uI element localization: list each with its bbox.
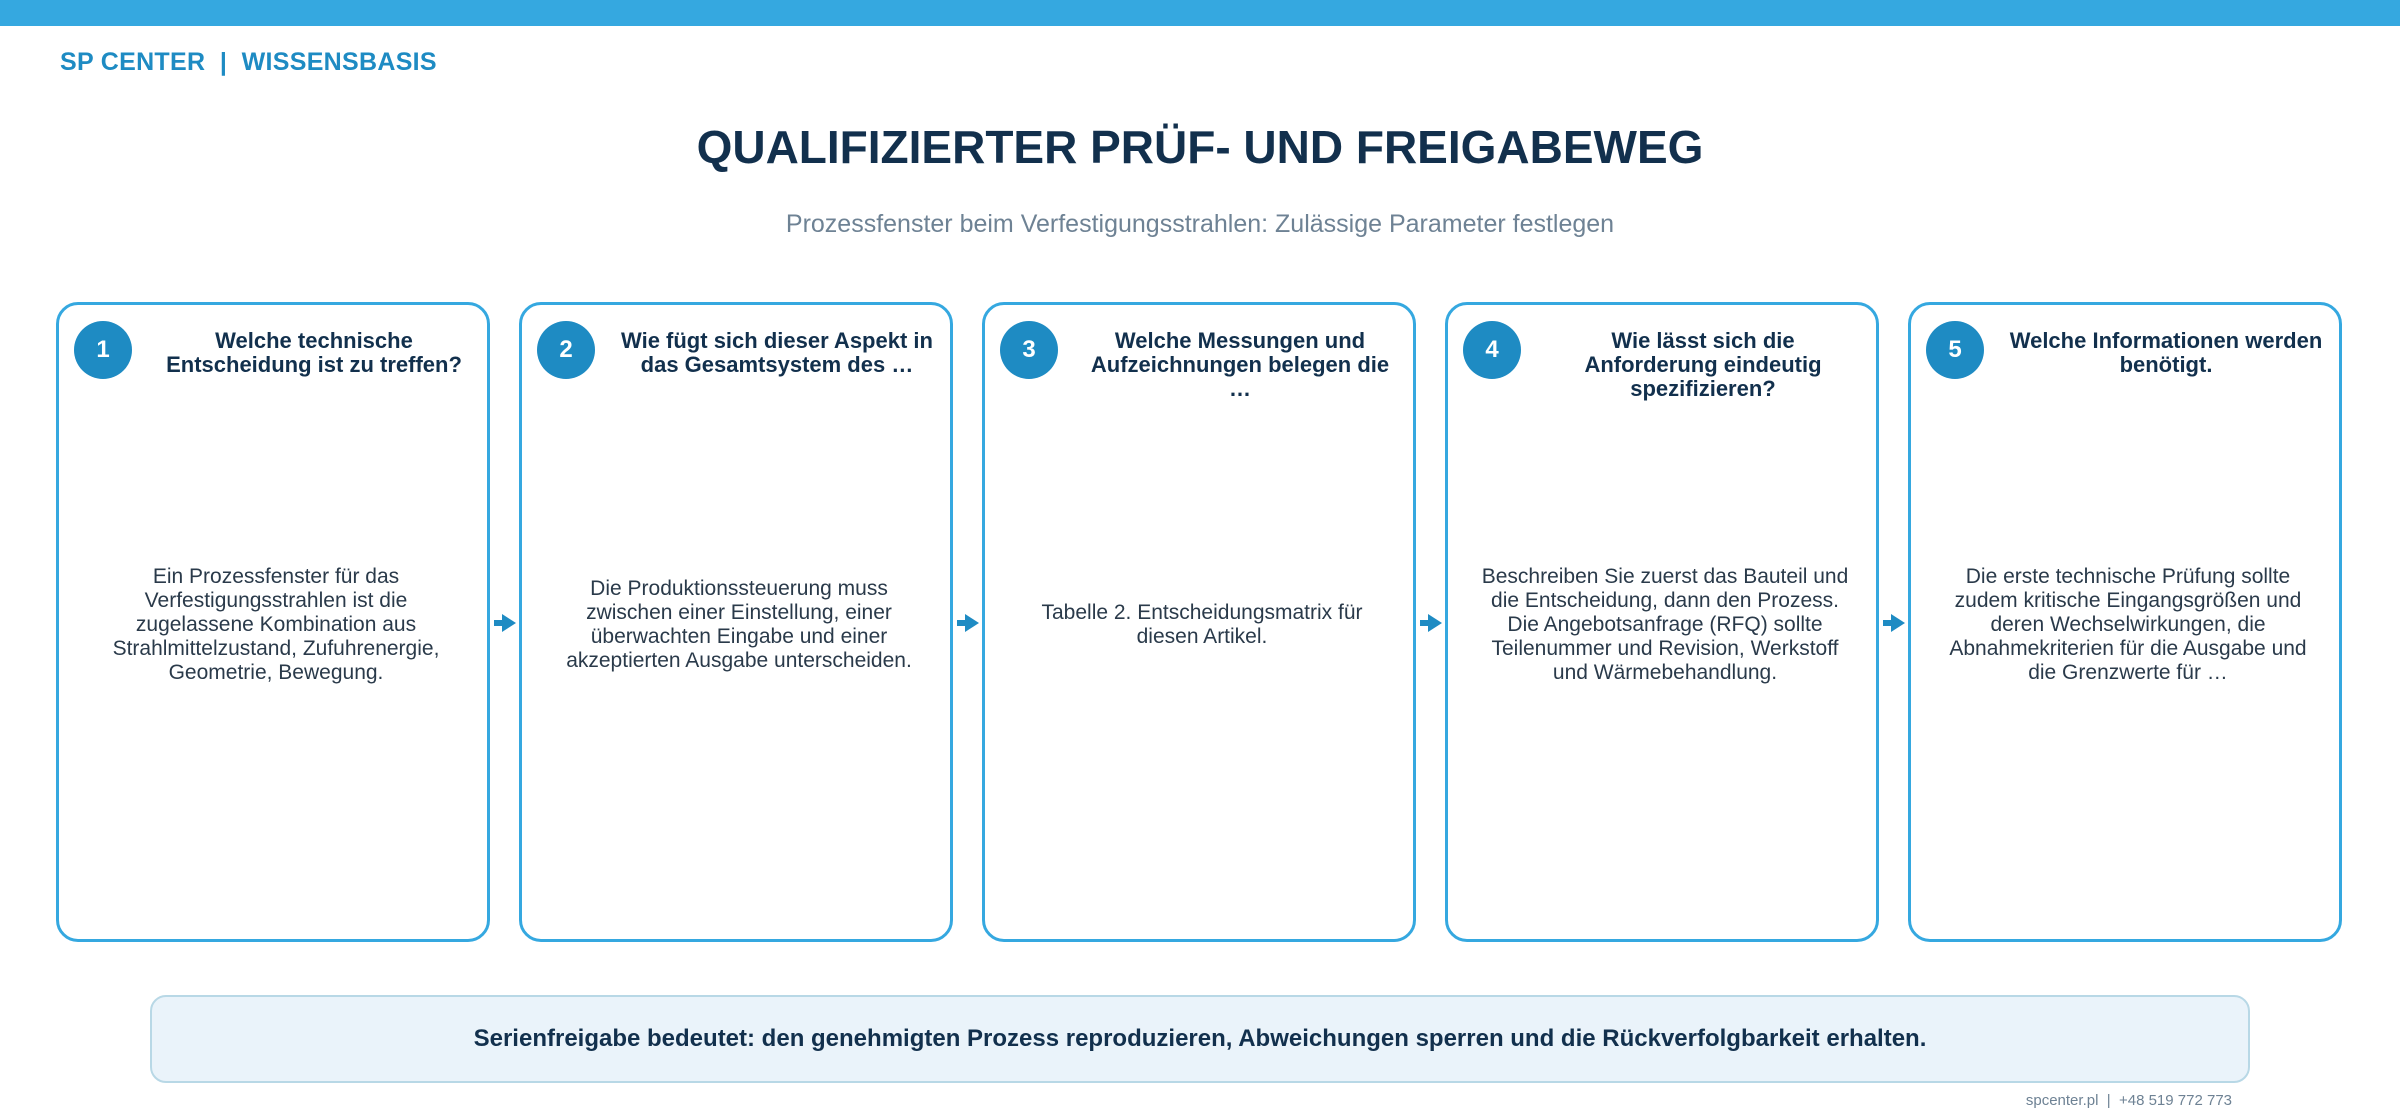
step-number-badge: 2 xyxy=(537,321,595,379)
step-card-1 xyxy=(56,302,490,942)
step-title: Wie lässt sich die Anforderung eindeutig spezifizieren? xyxy=(1584,328,1822,401)
step-body: Tabelle 2. Entscheidungsmatrix für diesen Artikel. xyxy=(1041,601,1363,648)
brand-header: SP CENTER | WISSENSBASIS xyxy=(60,48,437,76)
arrow-right-icon xyxy=(494,612,516,634)
arrow-right-icon xyxy=(957,612,979,634)
step-body: Die Produktionssteuerung muss zwischen einer Einstellung, einer überwachten Eingabe und einer akzeptierten Ausgabe unterscheiden. xyxy=(566,577,912,672)
step-title: Welche Informationen werden benötigt. xyxy=(2009,328,2323,377)
step-body: Die erste technische Prüfung sollte zudem kritische Eingangsgrößen und deren Wechselwirkungen, die Abnahmekriterien für die Ausgabe und die Grenzwerte für … xyxy=(1949,565,2307,684)
step-number-badge: 3 xyxy=(1000,321,1058,379)
step-number-badge: 4 xyxy=(1463,321,1521,379)
page-subtitle: Prozessfenster beim Verfestigungsstrahlen: Zulässige Parameter festlegen xyxy=(785,210,1615,238)
step-body: Beschreiben Sie zuerst das Bauteil und die Entscheidung, dann den Prozess. Die Angebotsanfrage (RFQ) sollte Teilenummer und Revision, Werkstoff und Wärmebehandlung. xyxy=(1481,565,1849,684)
step-card-3 xyxy=(982,302,1416,942)
footer-statement: Serienfreigabe bedeutet: den genehmigten Prozess reproduzieren, Abweichungen sperren und die Rückverfolgbarkeit erhalten. xyxy=(473,1025,1927,1052)
page-title: QUALIFIZIERTER PRÜF- UND FREIGABEWEG xyxy=(696,121,1704,173)
step-body: Ein Prozessfenster für das Verfestigungsstrahlen ist die zugelassene Kombination aus Strahlmittelzustand, Zufuhrenergie, Geometrie, Bewegung. xyxy=(112,565,440,684)
arrow-right-icon xyxy=(1420,612,1442,634)
contact-info: spcenter.pl | +48 519 772 773 xyxy=(2025,1092,2232,1109)
step-title: Welche Messungen und Aufzeichnungen belegen die … xyxy=(1090,328,1390,401)
step-card-2 xyxy=(519,302,953,942)
arrow-right-icon xyxy=(1883,612,1905,634)
step-number-badge: 1 xyxy=(74,321,132,379)
step-number-badge: 5 xyxy=(1926,321,1984,379)
step-card-5 xyxy=(1908,302,2342,942)
footer-statement-box xyxy=(150,995,2250,1083)
step-title: Wie fügt sich dieser Aspekt in das Gesamtsystem des … xyxy=(621,328,933,377)
step-title: Welche technische Entscheidung ist zu treffen? xyxy=(166,328,462,377)
step-card-4 xyxy=(1445,302,1879,942)
